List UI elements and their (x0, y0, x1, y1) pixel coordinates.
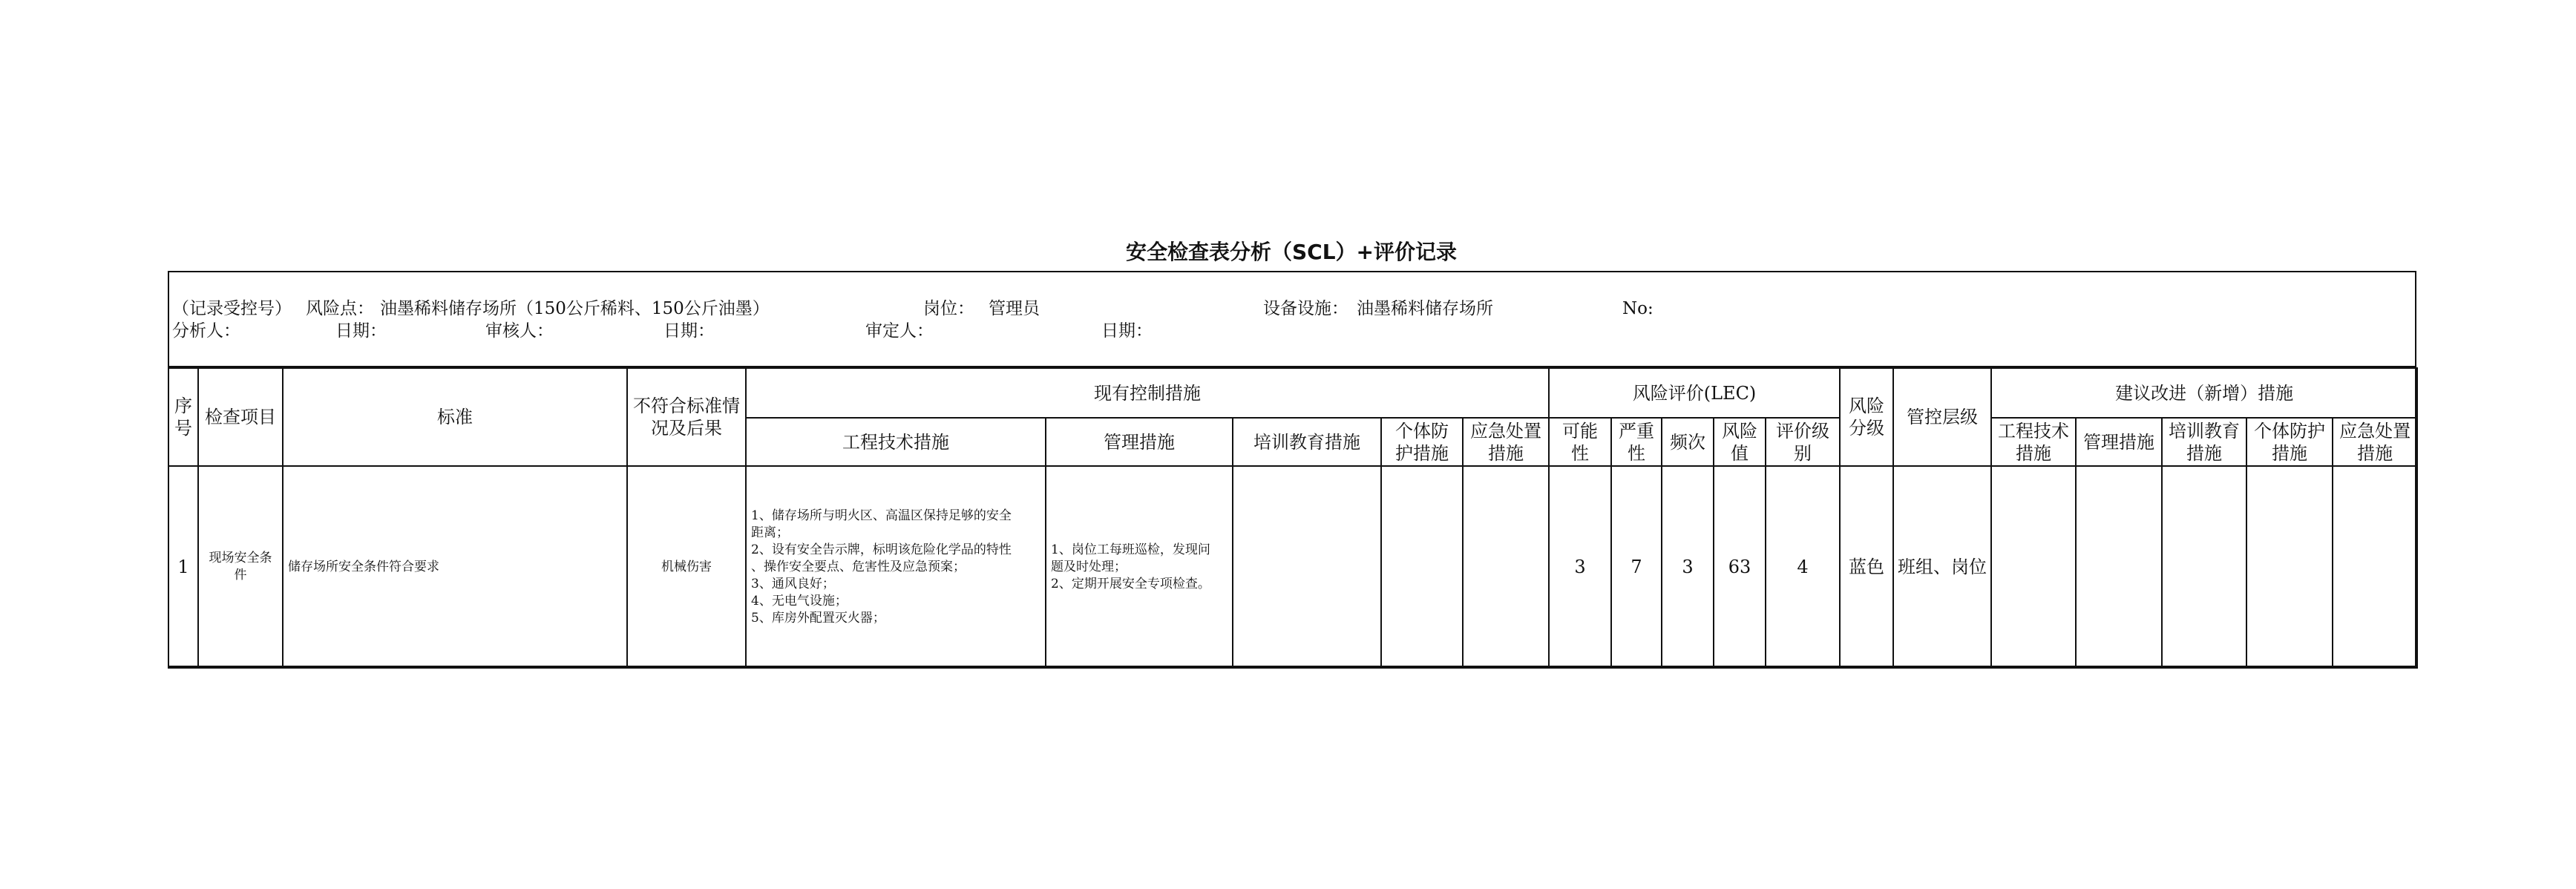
cell-standard: 储存场所安全条件符合要求 (283, 466, 627, 668)
cell-likelihood: 3 (1549, 466, 1611, 668)
post-label: 岗位： (923, 299, 974, 318)
cell-eng-measures: 1、储存场所与明火区、高温区保持足够的安全 距离； 2、设有安全告示牌，标明该危险化学品的特性 、操作安全要点、危害性及应急预案； 3、通风良好； 4、无电气设施； 5、库房外配置灭火器； (746, 466, 1046, 668)
equipment-value: 油墨稀料储存场所 (1357, 299, 1493, 318)
header-seq: 序号 (168, 368, 198, 466)
header-emergency: 应急处置 措施 (1463, 418, 1549, 466)
cell-frequency: 3 (1662, 466, 1714, 668)
header-nonconformity: 不符合标准情 况及后果 (627, 368, 746, 466)
analyst-label: 分析人： (172, 321, 240, 341)
cell-eval-level: 4 (1766, 466, 1840, 668)
header-risk-value: 风险 值 (1714, 418, 1766, 466)
cell-risk-grade: 蓝色 (1840, 466, 1893, 668)
header-training-measures: 培训教育措施 (1233, 418, 1381, 466)
header-standard: 标准 (283, 368, 627, 466)
header-severity: 严重 性 (1611, 418, 1662, 466)
cell-mgmt-measures: 1、岗位工每班巡检，发现问 题及时处理； 2、定期开展安全专项检查。 (1046, 466, 1233, 668)
header-suggestions: 建议改进（新增）措施 (1991, 368, 2417, 418)
header-row-1 (168, 368, 2417, 418)
cell-nonconformity: 机械伤害 (627, 466, 746, 668)
header-ppe: 个体防 护措施 (1381, 418, 1463, 466)
cell-s-ppe (2246, 466, 2333, 668)
table-row (168, 466, 2417, 668)
header-control-level: 管控层级 (1893, 368, 1991, 466)
header-mgmt-measures: 管理措施 (1046, 418, 1233, 466)
scl-table (168, 367, 2418, 669)
cell-seq: 1 (168, 466, 198, 668)
header-s-mgmt: 管理措施 (2076, 418, 2162, 466)
header-existing-controls: 现有控制措施 (746, 368, 1549, 418)
approver-label: 审定人： (865, 321, 934, 341)
header-eval-level: 评价级 别 (1766, 418, 1840, 466)
header-s-training: 培训教育 措施 (2162, 418, 2246, 466)
cell-training-measures (1233, 466, 1381, 668)
cell-ppe (1381, 466, 1463, 668)
cell-emergency (1463, 466, 1549, 668)
risk-point-label: 风险点： (306, 299, 374, 318)
document-title: 安全检查表分析（SCL）+评价记录 (1125, 240, 1458, 264)
header-eng-measures: 工程技术措施 (746, 418, 1046, 466)
cell-s-eng (1991, 466, 2076, 668)
cell-s-mgmt (2076, 466, 2162, 668)
cell-s-emergency (2333, 466, 2417, 668)
reviewer-label: 审核人： (485, 321, 554, 341)
header-s-eng: 工程技术 措施 (1991, 418, 2076, 466)
header-likelihood: 可能 性 (1549, 418, 1611, 466)
header-s-ppe: 个体防护 措施 (2246, 418, 2333, 466)
cell-control-level: 班组、岗位 (1893, 466, 1991, 668)
header-risk-grade: 风险 分级 (1840, 368, 1893, 466)
header-item: 检查项目 (198, 368, 283, 466)
date3-label: 日期： (1101, 321, 1153, 341)
risk-point-value: 油墨稀料储存场所（150公斤稀料、150公斤油墨） (380, 299, 770, 318)
cell-severity: 7 (1611, 466, 1662, 668)
header-frequency: 频次 (1662, 418, 1714, 466)
cell-s-training (2162, 466, 2246, 668)
header-s-emergency: 应急处置 措施 (2333, 418, 2417, 466)
date2-label: 日期： (663, 321, 715, 341)
equipment-label: 设备设施： (1263, 299, 1348, 318)
info-section (168, 271, 2416, 367)
record-no-label: （记录受控号） (172, 299, 292, 318)
header-risk-evaluation: 风险评价(LEC) (1549, 368, 1840, 418)
cell-risk-value: 63 (1714, 466, 1766, 668)
cell-item: 现场安全条 件 (198, 466, 283, 668)
date1-label: 日期： (335, 321, 387, 341)
post-value: 管理员 (989, 299, 1040, 318)
no-label: No: (1622, 299, 1654, 318)
